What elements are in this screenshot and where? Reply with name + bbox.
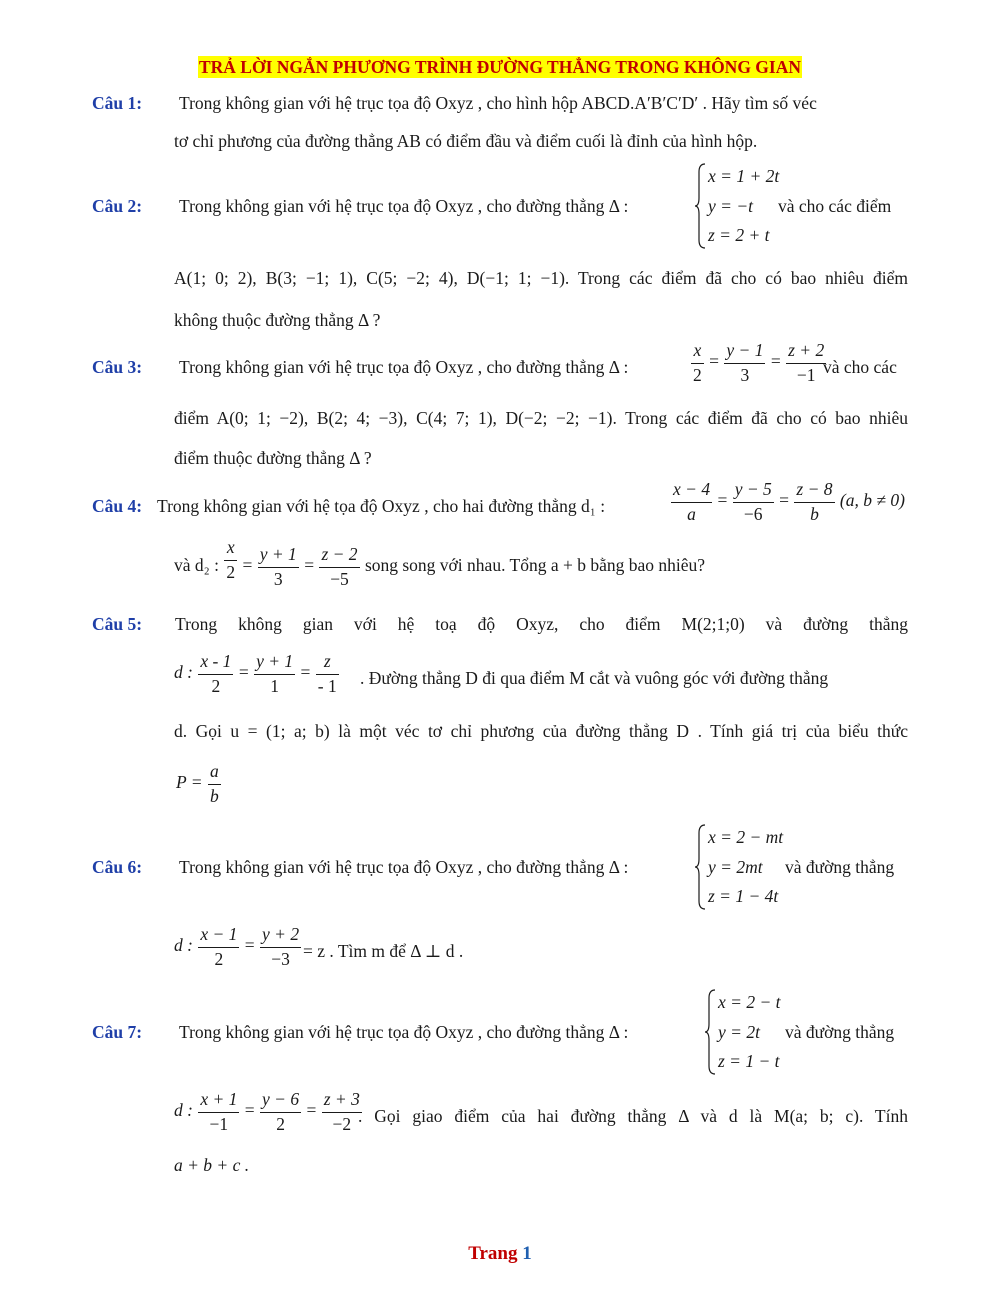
brace-icon <box>694 162 706 250</box>
system-row-3: z = 1 − t <box>718 1051 780 1071</box>
fraction: $\frac{y - 1}{3}$ <box>726 340 764 385</box>
question-6-text-a: Trong không gian với hệ trục tọa độ Oxyz , cho đường thẳng Δ : <box>179 857 629 877</box>
fraction: $\frac{z + 3}{-2}$ <box>323 1089 360 1134</box>
question-6-label: Câu 6: <box>92 857 143 877</box>
question-3-text-b: và cho các <box>823 357 897 377</box>
fraction: $\frac{x}{2}$ <box>693 340 702 385</box>
question-3-text-a: Trong không gian với hệ trục tọa độ Oxyz , cho đường thẳng Δ : <box>179 357 629 377</box>
system-row-2: y = −t <box>708 196 753 216</box>
question-4-text-a: Trong không gian với hệ tọa độ Oxyz , cho hai đường thẳng d₁ : <box>157 496 606 516</box>
question-7-line-3: a + b + c . <box>174 1155 250 1175</box>
fraction: $\frac{x - 4}{a}$ <box>673 479 711 524</box>
question-1-line-2: tơ chỉ phương của đường thẳng AB có điểm đầu và điểm cuối là đỉnh của hình hộp. <box>174 131 758 151</box>
system-row-3: z = 2 + t <box>708 225 770 245</box>
question-7-line-2: d : $\frac{x + 1}{-1}$ = $\frac{y - 6}{2}$ = $\frac{z + 3}{-2}$ <box>174 1089 360 1134</box>
question-3-label: Câu 3: <box>92 357 143 377</box>
system-row-1: x = 2 − mt <box>708 827 784 847</box>
fraction: $\frac{y + 2}{-3}$ <box>262 924 300 969</box>
system-row-1: x = 1 + 2t <box>708 166 780 186</box>
fraction: $\frac{y - 5}{-6}$ <box>734 479 772 524</box>
question-1-line-1: Trong không gian với hệ trục tọa độ Oxyz , cho hình hộp ABCD.A′B′C′D′ . Hãy tìm số véc <box>179 93 817 113</box>
fraction: $\frac{y + 1}{1}$ <box>256 651 294 696</box>
page-footer <box>0 1243 1000 1265</box>
question-3-line-3: điểm thuộc đường thẳng Δ ? <box>174 448 372 468</box>
system-row-2: y = 2mt <box>708 857 763 877</box>
question-5-line-3: d. Gọi u = (1; a; b) là một véc tơ chỉ phương của đường thẳng D . Tính giá trị của biểu thức <box>174 721 908 741</box>
fraction: $\frac{z - 8}{b}$ <box>796 479 833 524</box>
page-title: TRẢ LỜI NGẮN PHƯƠNG TRÌNH ĐƯỜNG THẲNG TRONG KHÔNG GIAN <box>198 57 801 77</box>
question-5-label: Câu 5: <box>92 614 143 634</box>
fraction: $\frac{z + 2}{-1}$ <box>788 340 825 385</box>
question-6-system <box>694 823 794 913</box>
system-row-2: y = 2t <box>718 1022 760 1042</box>
fraction: $\frac{y - 6}{2}$ <box>262 1089 300 1134</box>
question-6-line-2: d : $\frac{x - 1}{2}$ = $\frac{y + 2}{-3}$ <box>174 924 300 969</box>
fraction: $\frac{z - 2}{-5}$ <box>321 544 358 589</box>
fraction: $\frac{x + 1}{-1}$ <box>200 1089 238 1134</box>
question-2-label: Câu 2: <box>92 196 143 216</box>
fraction: $\frac{a}{b}$ <box>209 761 219 806</box>
question-7-text-b: và đường thẳng <box>785 1022 895 1042</box>
question-5-expression: P = $\frac{a}{b}$ <box>176 761 219 806</box>
fraction: $\frac{z}{- 1}$ <box>317 651 337 696</box>
fraction: $\frac{x - 1}{2}$ <box>200 924 238 969</box>
question-5-line-1: Trong không gian với hệ toạ độ Oxyz, cho điểm M(2;1;0) và đường thẳng <box>175 614 908 634</box>
question-4-label: Câu 4: <box>92 496 143 516</box>
question-7-text-a: Trong không gian với hệ trục tọa độ Oxyz , cho đường thẳng Δ : <box>179 1022 629 1042</box>
system-row-1: x = 2 − t <box>718 992 781 1012</box>
question-5-text-e: . Đường thẳng D đi qua điểm M cắt và vuông góc với đường thẳng <box>360 668 829 688</box>
question-4-line-2: và d₂ : $\frac{x}{2}$ = $\frac{y + 1}{3}$ = $\frac{z - 2}{-5}$ song song với nhau. Tổng a + b bằng bao nhiêu? <box>174 537 706 589</box>
question-2-line-3: không thuộc đường thẳng Δ ? <box>174 310 381 330</box>
question-3-line-2: điểm A(0; 1; −2), B(2; 4; −3), C(4; 7; 1), D(−2; −2; −1). Trong các điểm đã cho có bao nhiêu <box>174 408 908 428</box>
fraction: $\frac{y + 1}{3}$ <box>259 544 297 589</box>
question-7-system <box>704 988 794 1078</box>
question-3-equation: $\frac{x}{2}$ = $\frac{y - 1}{3}$ = $\frac{z + 2}{-1}$ <box>693 340 825 385</box>
question-1-label: Câu 1: <box>92 93 143 113</box>
question-2-text-a: Trong không gian với hệ trục tọa độ Oxyz , cho đường thẳng Δ : <box>179 196 629 216</box>
question-6-text-b: và đường thẳng <box>785 857 895 877</box>
footer-word: Trang <box>468 1243 518 1264</box>
question-7-text-e: . Gọi giao điểm của hai đường thẳng Δ và d là M(a; b; c). Tính <box>358 1106 908 1126</box>
question-4-equation-1: $\frac{x - 4}{a}$ = $\frac{y - 5}{-6}$ = $\frac{z - 8}{b}$ (a, b ≠ 0) <box>673 479 905 524</box>
brace-icon <box>694 823 706 911</box>
question-2-line-2: A(1; 0; 2), B(3; −1; 1), C(5; −2; 4), D(−1; 1; −1). Trong các điểm đã cho có bao nhiêu điểm <box>174 268 908 288</box>
fraction: $\frac{x - 1}{2}$ <box>200 651 232 696</box>
question-2-text-b: và cho các điểm <box>778 196 892 216</box>
page-number: 1 <box>522 1243 532 1264</box>
system-row-3: z = 1 − 4t <box>708 886 779 906</box>
question-5-line-2: d : $\frac{x - 1}{2}$ = $\frac{y + 1}{1}$ = $\frac{z}{- 1}$ <box>174 651 337 696</box>
question-6-text-e: = z . Tìm m để Δ ⊥ d . <box>303 941 464 961</box>
question-7-label: Câu 7: <box>92 1022 143 1042</box>
brace-icon <box>704 988 716 1076</box>
fraction: $\frac{x}{2}$ <box>226 537 236 582</box>
